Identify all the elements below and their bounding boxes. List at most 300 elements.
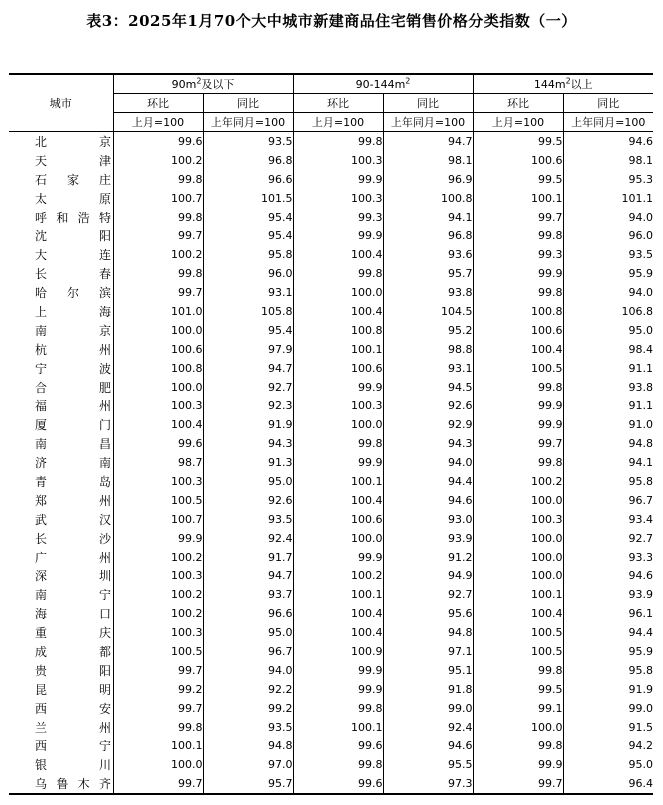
yoy-value-cell: 95.7 <box>203 774 293 794</box>
yoy-value-cell: 94.7 <box>383 132 473 151</box>
mom-value-cell: 99.1 <box>473 699 563 718</box>
yoy-value-cell: 95.4 <box>203 208 293 227</box>
city-name: 厦门 <box>35 418 111 433</box>
yoy-value-cell: 94.7 <box>203 359 293 378</box>
yoy-value-cell: 92.4 <box>203 529 293 548</box>
city-cell <box>9 718 113 737</box>
city-cell <box>9 604 113 623</box>
yoy-value-cell: 96.1 <box>563 604 653 623</box>
mom-value-cell: 100.0 <box>293 415 383 434</box>
city-name: 重庆 <box>35 626 111 641</box>
mom-value-cell: 99.9 <box>293 680 383 699</box>
city-cell <box>9 245 113 264</box>
city-name: 郑州 <box>35 493 111 508</box>
city-cell <box>9 359 113 378</box>
table-row <box>9 226 653 245</box>
city-cell <box>9 529 113 548</box>
yoy-value-cell: 94.8 <box>203 737 293 756</box>
city-cell <box>9 340 113 359</box>
table-row <box>9 434 653 453</box>
mom-value-cell: 100.9 <box>293 642 383 661</box>
mom-value-cell: 100.3 <box>473 510 563 529</box>
mom-value-cell: 99.7 <box>113 661 203 680</box>
mom-value-cell: 100.2 <box>113 245 203 264</box>
city-cell <box>9 623 113 642</box>
yoy-value-cell: 95.0 <box>203 623 293 642</box>
yoy-value-cell: 94.1 <box>563 453 653 472</box>
mom-value-cell: 100.6 <box>293 510 383 529</box>
mom-header: 环比 <box>473 94 563 113</box>
yoy-value-cell: 94.4 <box>383 472 473 491</box>
mom-value-cell: 99.5 <box>473 170 563 189</box>
city-name: 大连 <box>35 248 111 263</box>
city-name: 银川 <box>35 758 111 773</box>
mom-value-cell: 99.8 <box>293 755 383 774</box>
mom-base-header: 上月=100 <box>293 113 383 132</box>
mom-value-cell: 99.5 <box>473 132 563 151</box>
yoy-value-cell: 93.1 <box>203 283 293 302</box>
mom-value-cell: 99.9 <box>473 415 563 434</box>
mom-value-cell: 99.3 <box>473 245 563 264</box>
mom-value-cell: 100.4 <box>293 604 383 623</box>
mom-value-cell: 100.7 <box>113 510 203 529</box>
yoy-value-cell: 94.6 <box>563 132 653 151</box>
yoy-value-cell: 95.6 <box>383 604 473 623</box>
yoy-value-cell: 91.9 <box>203 415 293 434</box>
mom-value-cell: 100.8 <box>113 359 203 378</box>
city-cell <box>9 226 113 245</box>
mom-value-cell: 100.2 <box>113 548 203 567</box>
table-row <box>9 699 653 718</box>
yoy-value-cell: 94.4 <box>563 623 653 642</box>
table-row <box>9 642 653 661</box>
city-cell <box>9 321 113 340</box>
yoy-value-cell: 94.8 <box>383 623 473 642</box>
yoy-value-cell: 101.1 <box>563 189 653 208</box>
mom-value-cell: 100.5 <box>473 359 563 378</box>
city-name: 深圳 <box>35 569 111 584</box>
table-row <box>9 510 653 529</box>
yoy-value-cell: 92.7 <box>563 529 653 548</box>
mom-value-cell: 99.2 <box>113 680 203 699</box>
yoy-value-cell: 91.2 <box>383 548 473 567</box>
yoy-value-cell: 94.5 <box>383 378 473 397</box>
table-row <box>9 264 653 283</box>
table-header <box>9 74 653 132</box>
mom-value-cell: 100.2 <box>113 151 203 170</box>
yoy-value-cell: 95.9 <box>563 264 653 283</box>
table-row <box>9 680 653 699</box>
yoy-value-cell: 93.6 <box>383 245 473 264</box>
yoy-value-cell: 96.0 <box>203 264 293 283</box>
yoy-value-cell: 91.0 <box>563 415 653 434</box>
city-name: 长沙 <box>35 531 111 546</box>
mom-value-cell: 99.7 <box>113 226 203 245</box>
table-row <box>9 566 653 585</box>
mom-base-header: 上月=100 <box>113 113 203 132</box>
mom-value-cell: 99.6 <box>113 132 203 151</box>
yoy-base-header: 上年同月=100 <box>203 113 293 132</box>
mom-value-cell: 99.7 <box>473 434 563 453</box>
yoy-value-cell: 104.5 <box>383 302 473 321</box>
city-cell <box>9 548 113 567</box>
mom-value-cell: 99.5 <box>473 680 563 699</box>
mom-value-cell: 100.3 <box>293 396 383 415</box>
city-name: 哈尔滨 <box>35 286 111 301</box>
mom-value-cell: 100.2 <box>113 604 203 623</box>
city-cell <box>9 434 113 453</box>
city-name: 呼和浩特 <box>35 210 111 225</box>
yoy-value-cell: 93.8 <box>383 283 473 302</box>
city-cell <box>9 151 113 170</box>
yoy-value-cell: 96.9 <box>383 170 473 189</box>
mom-value-cell: 100.0 <box>473 529 563 548</box>
mom-value-cell: 100.6 <box>473 151 563 170</box>
city-cell <box>9 510 113 529</box>
group-header-large: $144m^2$以上 <box>473 74 653 94</box>
yoy-value-cell: 95.0 <box>563 755 653 774</box>
mom-value-cell: 100.2 <box>293 566 383 585</box>
mom-value-cell: 99.3 <box>293 208 383 227</box>
yoy-value-cell: 97.1 <box>383 642 473 661</box>
mom-base-header: 上月=100 <box>473 113 563 132</box>
yoy-value-cell: 91.7 <box>203 548 293 567</box>
yoy-value-cell: 97.9 <box>203 340 293 359</box>
mom-value-cell: 100.3 <box>293 151 383 170</box>
city-name: 福州 <box>35 399 111 414</box>
city-cell <box>9 453 113 472</box>
yoy-value-cell: 98.1 <box>563 151 653 170</box>
yoy-value-cell: 94.0 <box>383 453 473 472</box>
table-row <box>9 623 653 642</box>
mom-value-cell: 100.4 <box>293 245 383 264</box>
mom-value-cell: 100.5 <box>473 642 563 661</box>
yoy-value-cell: 93.8 <box>563 378 653 397</box>
group-header-small: $90m^2$及以下 <box>113 74 293 94</box>
yoy-value-cell: 101.5 <box>203 189 293 208</box>
city-name: 天津 <box>35 153 111 168</box>
city-cell <box>9 283 113 302</box>
yoy-value-cell: 93.5 <box>203 510 293 529</box>
yoy-value-cell: 94.8 <box>563 434 653 453</box>
yoy-base-header: 上年同月=100 <box>383 113 473 132</box>
yoy-value-cell: 95.9 <box>563 642 653 661</box>
group-header-medium: $90-144m^2$ <box>293 74 473 94</box>
mom-value-cell: 100.4 <box>293 302 383 321</box>
yoy-value-cell: 96.0 <box>563 226 653 245</box>
yoy-value-cell: 95.8 <box>203 245 293 264</box>
mom-value-cell: 100.0 <box>473 566 563 585</box>
city-cell <box>9 661 113 680</box>
yoy-value-cell: 93.9 <box>563 585 653 604</box>
yoy-value-cell: 94.9 <box>383 566 473 585</box>
city-name: 南宁 <box>35 588 111 603</box>
city-cell <box>9 737 113 756</box>
table-row <box>9 378 653 397</box>
city-cell <box>9 472 113 491</box>
yoy-value-cell: 91.1 <box>563 396 653 415</box>
city-cell <box>9 170 113 189</box>
city-cell <box>9 396 113 415</box>
city-cell <box>9 642 113 661</box>
yoy-value-cell: 95.8 <box>563 661 653 680</box>
mom-value-cell: 99.7 <box>473 208 563 227</box>
mom-value-cell: 99.8 <box>473 661 563 680</box>
mom-value-cell: 99.6 <box>293 737 383 756</box>
city-cell <box>9 415 113 434</box>
mom-value-cell: 98.7 <box>113 453 203 472</box>
yoy-value-cell: 94.3 <box>203 434 293 453</box>
mom-value-cell: 100.0 <box>113 321 203 340</box>
mom-value-cell: 100.2 <box>473 472 563 491</box>
city-name: 济南 <box>35 456 111 471</box>
mom-value-cell: 100.1 <box>293 340 383 359</box>
mom-value-cell: 100.5 <box>113 642 203 661</box>
yoy-value-cell: 97.3 <box>383 774 473 794</box>
table-row <box>9 585 653 604</box>
yoy-value-cell: 105.8 <box>203 302 293 321</box>
mom-value-cell: 101.0 <box>113 302 203 321</box>
yoy-value-cell: 99.0 <box>383 699 473 718</box>
city-name: 南京 <box>35 323 111 338</box>
city-name: 海口 <box>35 607 111 622</box>
city-name: 太原 <box>35 191 111 206</box>
table-row <box>9 208 653 227</box>
city-name: 南昌 <box>35 437 111 452</box>
mom-value-cell: 99.8 <box>293 434 383 453</box>
yoy-value-cell: 92.3 <box>203 396 293 415</box>
mom-value-cell: 99.8 <box>293 699 383 718</box>
city-name: 合肥 <box>35 380 111 395</box>
yoy-value-cell: 92.6 <box>203 491 293 510</box>
yoy-value-cell: 95.5 <box>383 755 473 774</box>
city-name: 乌鲁木齐 <box>35 777 111 792</box>
yoy-value-cell: 93.5 <box>203 132 293 151</box>
mom-value-cell: 100.0 <box>293 529 383 548</box>
yoy-value-cell: 96.7 <box>563 491 653 510</box>
yoy-value-cell: 96.6 <box>203 604 293 623</box>
yoy-value-cell: 98.1 <box>383 151 473 170</box>
mom-value-cell: 99.7 <box>113 283 203 302</box>
mom-value-cell: 100.3 <box>113 566 203 585</box>
mom-value-cell: 99.9 <box>473 264 563 283</box>
table-body <box>9 132 653 795</box>
yoy-value-cell: 96.8 <box>203 151 293 170</box>
mom-value-cell: 99.6 <box>113 434 203 453</box>
mom-value-cell: 100.0 <box>293 283 383 302</box>
mom-value-cell: 99.9 <box>473 755 563 774</box>
yoy-value-cell: 97.0 <box>203 755 293 774</box>
city-cell <box>9 566 113 585</box>
yoy-value-cell: 94.6 <box>383 737 473 756</box>
mom-value-cell: 99.8 <box>113 208 203 227</box>
yoy-header: 同比 <box>383 94 473 113</box>
mom-value-cell: 99.9 <box>293 378 383 397</box>
city-name: 杭州 <box>35 342 111 357</box>
city-cell <box>9 680 113 699</box>
table-row <box>9 359 653 378</box>
table-row <box>9 283 653 302</box>
table-row <box>9 321 653 340</box>
yoy-value-cell: 92.7 <box>383 585 473 604</box>
mom-value-cell: 100.4 <box>293 623 383 642</box>
yoy-value-cell: 93.5 <box>203 718 293 737</box>
city-column-header: 城市 <box>9 74 113 132</box>
table-row <box>9 415 653 434</box>
city-name: 昆明 <box>35 682 111 697</box>
table-row <box>9 189 653 208</box>
yoy-value-cell: 100.8 <box>383 189 473 208</box>
yoy-value-cell: 92.6 <box>383 396 473 415</box>
mom-value-cell: 100.4 <box>293 491 383 510</box>
yoy-value-cell: 94.7 <box>203 566 293 585</box>
yoy-value-cell: 95.2 <box>383 321 473 340</box>
mom-value-cell: 100.0 <box>473 718 563 737</box>
yoy-value-cell: 93.7 <box>203 585 293 604</box>
mom-value-cell: 100.0 <box>473 548 563 567</box>
mom-value-cell: 100.4 <box>113 415 203 434</box>
table-row <box>9 302 653 321</box>
city-name: 广州 <box>35 550 111 565</box>
table-row <box>9 340 653 359</box>
mom-value-cell: 99.9 <box>293 661 383 680</box>
table-row <box>9 755 653 774</box>
mom-value-cell: 99.8 <box>473 737 563 756</box>
mom-header: 环比 <box>293 94 383 113</box>
yoy-value-cell: 98.8 <box>383 340 473 359</box>
mom-value-cell: 100.4 <box>473 604 563 623</box>
mom-value-cell: 99.6 <box>293 774 383 794</box>
city-name: 青岛 <box>35 474 111 489</box>
mom-value-cell: 100.3 <box>293 189 383 208</box>
table-row <box>9 774 653 794</box>
table-row <box>9 529 653 548</box>
yoy-value-cell: 99.2 <box>203 699 293 718</box>
city-name: 西宁 <box>35 739 111 754</box>
yoy-header: 同比 <box>203 94 293 113</box>
yoy-value-cell: 95.4 <box>203 321 293 340</box>
yoy-value-cell: 93.4 <box>563 510 653 529</box>
mom-value-cell: 99.8 <box>473 283 563 302</box>
city-name: 宁波 <box>35 361 111 376</box>
yoy-value-cell: 91.3 <box>203 453 293 472</box>
mom-value-cell: 100.1 <box>293 585 383 604</box>
mom-value-cell: 100.2 <box>113 585 203 604</box>
mom-value-cell: 100.3 <box>113 396 203 415</box>
mom-value-cell: 99.9 <box>293 226 383 245</box>
mom-value-cell: 100.1 <box>113 737 203 756</box>
yoy-value-cell: 98.4 <box>563 340 653 359</box>
yoy-value-cell: 96.8 <box>383 226 473 245</box>
city-name: 兰州 <box>35 720 111 735</box>
city-name: 贵阳 <box>35 663 111 678</box>
mom-value-cell: 100.0 <box>473 491 563 510</box>
mom-value-cell: 100.1 <box>473 585 563 604</box>
mom-value-cell: 99.8 <box>473 378 563 397</box>
yoy-value-cell: 92.7 <box>203 378 293 397</box>
city-name: 北京 <box>35 134 111 149</box>
city-cell <box>9 189 113 208</box>
mom-value-cell: 99.8 <box>473 226 563 245</box>
mom-value-cell: 100.1 <box>293 472 383 491</box>
mom-value-cell: 99.8 <box>113 718 203 737</box>
city-cell <box>9 208 113 227</box>
city-cell <box>9 378 113 397</box>
city-cell <box>9 264 113 283</box>
yoy-value-cell: 92.4 <box>383 718 473 737</box>
mom-value-cell: 100.1 <box>473 189 563 208</box>
mom-value-cell: 100.5 <box>113 491 203 510</box>
yoy-value-cell: 92.9 <box>383 415 473 434</box>
mom-value-cell: 100.1 <box>293 718 383 737</box>
yoy-base-header: 上年同月=100 <box>563 113 653 132</box>
table-row <box>9 453 653 472</box>
mom-value-cell: 99.8 <box>293 264 383 283</box>
city-cell <box>9 699 113 718</box>
mom-value-cell: 99.7 <box>113 774 203 794</box>
yoy-value-cell: 91.8 <box>383 680 473 699</box>
mom-value-cell: 100.3 <box>113 623 203 642</box>
table-title: 表3：2025年1月70个大中城市新建商品住宅销售价格分类指数（一） <box>86 12 577 30</box>
mom-value-cell: 100.6 <box>473 321 563 340</box>
mom-value-cell: 99.7 <box>473 774 563 794</box>
mom-value-cell: 99.9 <box>113 529 203 548</box>
mom-value-cell: 99.9 <box>293 453 383 472</box>
mom-value-cell: 100.8 <box>473 302 563 321</box>
yoy-value-cell: 94.6 <box>563 566 653 585</box>
yoy-value-cell: 96.4 <box>563 774 653 794</box>
yoy-value-cell: 94.3 <box>383 434 473 453</box>
city-name: 石家庄 <box>35 172 111 187</box>
mom-value-cell: 99.8 <box>113 170 203 189</box>
yoy-value-cell: 96.6 <box>203 170 293 189</box>
city-name: 沈阳 <box>35 229 111 244</box>
table-row <box>9 718 653 737</box>
city-cell <box>9 302 113 321</box>
mom-value-cell: 100.7 <box>113 189 203 208</box>
mom-value-cell: 99.9 <box>473 396 563 415</box>
city-name: 长春 <box>35 267 111 282</box>
city-cell <box>9 491 113 510</box>
mom-value-cell: 99.9 <box>293 548 383 567</box>
yoy-value-cell: 94.2 <box>563 737 653 756</box>
mom-value-cell: 100.0 <box>113 755 203 774</box>
yoy-value-cell: 93.0 <box>383 510 473 529</box>
table-row <box>9 170 653 189</box>
yoy-value-cell: 95.0 <box>563 321 653 340</box>
yoy-value-cell: 95.3 <box>563 170 653 189</box>
table-row <box>9 245 653 264</box>
mom-value-cell: 99.8 <box>473 453 563 472</box>
table-row <box>9 472 653 491</box>
yoy-header: 同比 <box>563 94 653 113</box>
table-row <box>9 737 653 756</box>
yoy-value-cell: 93.5 <box>563 245 653 264</box>
city-cell <box>9 755 113 774</box>
city-cell <box>9 585 113 604</box>
city-name: 西安 <box>35 701 111 716</box>
yoy-value-cell: 95.7 <box>383 264 473 283</box>
mom-value-cell: 100.3 <box>113 472 203 491</box>
yoy-value-cell: 91.9 <box>563 680 653 699</box>
yoy-value-cell: 92.2 <box>203 680 293 699</box>
mom-value-cell: 100.8 <box>293 321 383 340</box>
yoy-value-cell: 93.3 <box>563 548 653 567</box>
yoy-value-cell: 94.0 <box>563 283 653 302</box>
yoy-value-cell: 94.0 <box>203 661 293 680</box>
mom-header: 环比 <box>113 94 203 113</box>
yoy-value-cell: 91.1 <box>563 359 653 378</box>
